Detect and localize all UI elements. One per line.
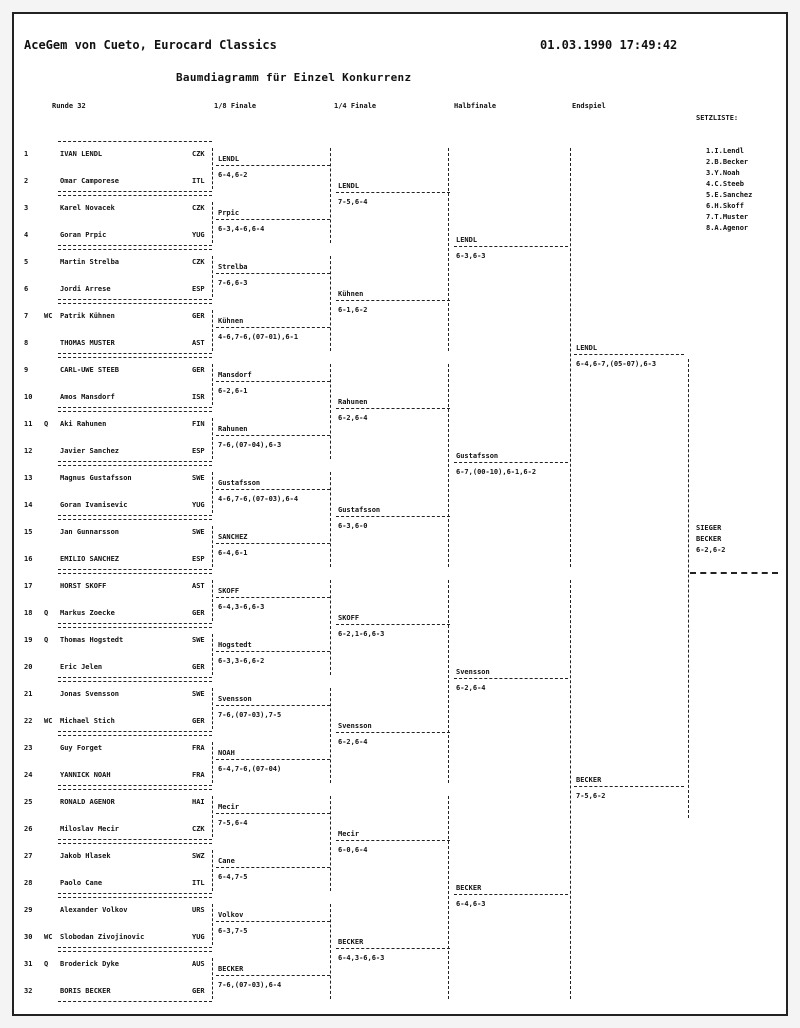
seed-entry: 6.H.Skoff [706,202,744,210]
player-name: Alexander Volkov [60,906,128,914]
player-nation: URS [192,906,205,914]
winner-line [336,408,450,409]
match-score: 6-4,6-1 [218,548,248,557]
match-winner: BECKER [456,883,482,892]
winner-line [454,894,568,895]
player-name: Jakob Hlasek [60,852,111,860]
player-name: Amos Mansdorf [60,393,115,401]
player-nation: ESP [192,555,205,563]
match-line [58,195,212,196]
player-number: 16 [24,555,33,563]
bracket-connector [212,202,213,243]
match-score: 6-4,7-6,(07-04) [218,764,282,773]
match-winner: Rahunen [218,424,248,433]
player-nation: GER [192,366,205,374]
player-nation: ESP [192,285,205,293]
match-score: 6-2,6-4 [338,737,368,746]
seed-entry: 4.C.Steeb [706,180,744,188]
match-line [58,245,212,246]
player-nation: SWE [192,690,205,698]
winner-line [216,543,330,544]
bracket-connector [570,148,571,567]
player-number: 21 [24,690,33,698]
bracket-connector [212,418,213,459]
match-line [58,627,212,628]
seed-entry: 8.A.Agenor [706,224,749,232]
bracket-connector [570,580,571,999]
match-score: 6-4,3-6,6-3 [218,602,265,611]
player-nation: AST [192,339,205,347]
seed-list [706,146,752,234]
player-name: YANNICK NOAH [60,771,111,779]
player-name: Martin Strelba [60,258,120,266]
bracket-connector [448,148,449,351]
player-nation: SWE [192,636,205,644]
seed-entry: 3.Y.Noah [706,169,740,177]
champion-name: BECKER [696,535,722,543]
match-winner: SKOFF [338,613,360,622]
winner-line [216,705,330,706]
bracket-connector [212,742,213,783]
match-line [58,465,212,466]
player-nation: SWE [192,474,205,482]
match-line [58,951,212,952]
match-score: 6-0,6-4 [338,845,368,854]
bracket-connector [212,904,213,945]
player-name: HORST SKOFF [60,582,107,590]
match-winner: Svensson [456,667,490,676]
player-nation: YUG [192,501,205,509]
match-score: 6-4,6-2 [218,170,248,179]
player-tag: WC [44,717,53,725]
player-name: Jordi Arrese [60,285,111,293]
page-title: Baumdiagramm für Einzel Konkurrenz [176,71,412,84]
bracket-connector [212,796,213,837]
winner-line [336,624,450,625]
match-score: 6-2,6-4 [456,683,486,692]
match-line [58,353,212,354]
bracket-connector [448,796,449,999]
match-line [58,519,212,520]
player-name: Michael Stich [60,717,115,725]
player-name: Magnus Gustafsson [60,474,132,482]
seed-entry: 7.T.Muster [706,213,749,221]
player-nation: ITL [192,177,205,185]
player-name: BORIS BECKER [60,987,111,995]
bracket-connector [212,850,213,891]
round-label-r16: 1/8 Finale [214,102,257,110]
player-number: 5 [24,258,29,266]
match-winner: Volkov [218,910,244,919]
match-line [58,191,212,192]
player-number: 32 [24,987,33,995]
bracket-connector [212,526,213,567]
player-nation: GER [192,312,205,320]
match-winner: Svensson [218,694,252,703]
player-name: Goran Prpic [60,231,107,239]
player-number: 18 [24,609,33,617]
round-label-sf: Halbfinale [454,102,497,110]
winner-line [336,948,450,949]
bracket-connector [448,364,449,567]
match-winner: BECKER [576,775,602,784]
bracket-connector [212,310,213,351]
round-label-qf: 1/4 Finale [334,102,377,110]
player-number: 22 [24,717,33,725]
bracket-connector [212,148,213,189]
player-nation: GER [192,663,205,671]
match-line [58,1001,212,1002]
player-name: Aki Rahunen [60,420,107,428]
match-winner: LENDL [338,181,360,190]
winner-line [216,651,330,652]
player-number: 3 [24,204,29,212]
match-score: 6-3,6-0 [338,521,368,530]
match-line [58,789,212,790]
player-number: 17 [24,582,33,590]
match-line [58,461,212,462]
match-line [58,569,212,570]
winner-line [216,489,330,490]
winner-line [336,516,450,517]
player-number: 30 [24,933,33,941]
winner-line [216,759,330,760]
player-number: 13 [24,474,33,482]
player-name: Guy Forget [60,744,103,752]
player-name: Miloslav Mecir [60,825,120,833]
match-winner: Kühnen [338,289,364,298]
player-number: 7 [24,312,29,320]
player-nation: GER [192,609,205,617]
bracket-connector [448,580,449,783]
match-score: 6-3,4-6,6-4 [218,224,265,233]
bracket-sheet [12,12,788,1016]
player-nation: FIN [192,420,205,428]
match-score: 4-6,7-6,(07-03),6-4 [218,494,299,503]
match-winner: Gustafsson [338,505,381,514]
player-number: 24 [24,771,33,779]
match-score: 6-3,7-5 [218,926,248,935]
match-score: 7-6,(07-04),6-3 [218,440,282,449]
final-connector [688,359,689,818]
match-score: 7-5,6-4 [338,197,368,206]
player-number: 8 [24,339,29,347]
player-number: 9 [24,366,29,374]
player-name: Slobodan Zivojinovic [60,933,145,941]
bracket-connector [330,688,331,783]
match-winner: Strelba [218,262,248,271]
player-nation: FRA [192,744,205,752]
winner-line [454,462,568,463]
print-timestamp: 01.03.1990 17:49:42 [540,38,678,52]
player-name: Paolo Cane [60,879,103,887]
player-number: 15 [24,528,33,536]
player-number: 10 [24,393,33,401]
match-line [58,785,212,786]
round-label-r32: Runde 32 [52,102,86,110]
match-line [58,249,212,250]
player-tag: WC [44,933,53,941]
match-winner: Cane [218,856,235,865]
player-name: Omar Camporese [60,177,120,185]
match-winner: BECKER [218,964,244,973]
match-score: 6-3,3-6,6-2 [218,656,265,665]
player-tag: Q [44,636,49,644]
match-winner: Kühnen [218,316,244,325]
player-nation: ITL [192,879,205,887]
player-name: Javier Sanchez [60,447,120,455]
match-score: 6-4,6-7,(05-07),6-3 [576,359,657,368]
player-nation: GER [192,987,205,995]
player-name: Goran Ivanisevic [60,501,128,509]
winner-line [216,219,330,220]
winner-line [574,354,684,355]
winner-line [454,678,568,679]
player-name: EMILIO SANCHEZ [60,555,120,563]
seed-list-title: SETZLISTE: [696,114,739,122]
match-score: 6-2,1-6,6-3 [338,629,385,638]
winner-line [216,975,330,976]
match-winner: LENDL [218,154,240,163]
player-nation: ISR [192,393,205,401]
match-line [58,623,212,624]
player-nation: HAI [192,798,205,806]
match-line [58,735,212,736]
match-winner: Mecir [218,802,240,811]
match-score: 6-1,6-2 [338,305,368,314]
bracket-connector [330,364,331,459]
match-score: 7-6,(07-03),6-4 [218,980,282,989]
match-line [58,677,212,678]
winner-line [216,867,330,868]
player-tag: Q [44,609,49,617]
bracket-connector [330,148,331,243]
match-line [58,407,212,408]
winner-line [216,327,330,328]
player-name: Eric Jelen [60,663,103,671]
player-name: Markus Zoecke [60,609,115,617]
match-score: 7-5,6-4 [218,818,248,827]
champion-score: 6-2,6-2 [696,546,726,554]
match-score: 6-4,7-5 [218,872,248,881]
player-number: 2 [24,177,29,185]
match-winner: SKOFF [218,586,240,595]
winner-line [216,273,330,274]
match-score: 7-6,6-3 [218,278,248,287]
event-name: AceGem von Cueto, Eurocard Classics [24,38,277,52]
player-number: 6 [24,285,29,293]
bracket-connector [212,364,213,405]
match-winner: Hogstedt [218,640,252,649]
winner-line [336,192,450,193]
winner-line [336,300,450,301]
player-nation: CZK [192,258,205,266]
player-nation: YUG [192,933,205,941]
player-number: 1 [24,150,29,158]
match-line [58,897,212,898]
match-winner: Gustafsson [218,478,261,487]
bracket-connector [330,904,331,999]
match-score: 6-4,3-6,6-3 [338,953,385,962]
champion-label: SIEGER [696,524,722,532]
winner-line [216,165,330,166]
bracket-connector [212,958,213,999]
seed-entry: 5.E.Sanchez [706,191,753,199]
winner-line [216,921,330,922]
round-label-final: Endspiel [572,102,606,110]
player-nation: AST [192,582,205,590]
bracket-connector [212,580,213,621]
match-line [58,141,212,142]
winner-line [336,840,450,841]
player-number: 20 [24,663,33,671]
player-nation: AUS [192,960,205,968]
bracket-connector [330,472,331,567]
match-line [58,411,212,412]
player-nation: GER [192,717,205,725]
player-number: 12 [24,447,33,455]
player-name: Thomas Hogstedt [60,636,124,644]
match-winner: Gustafsson [456,451,499,460]
player-number: 4 [24,231,29,239]
match-line [58,515,212,516]
bracket-connector [330,796,331,891]
match-score: 7-5,6-2 [576,791,606,800]
player-nation: FRA [192,771,205,779]
match-line [58,303,212,304]
match-line [58,843,212,844]
player-number: 29 [24,906,33,914]
player-number: 31 [24,960,33,968]
player-name: Broderick Dyke [60,960,120,968]
match-score: 7-6,(07-03),7-5 [218,710,282,719]
seed-entry: 1.I.Lendl [706,147,744,155]
player-name: RONALD AGENOR [60,798,115,806]
player-number: 28 [24,879,33,887]
player-tag: WC [44,312,53,320]
player-name: THOMAS MUSTER [60,339,115,347]
player-nation: SWZ [192,852,205,860]
player-nation: CZK [192,150,205,158]
bracket-connector [212,256,213,297]
player-nation: CZK [192,825,205,833]
winner-line [216,597,330,598]
match-winner: LENDL [456,235,478,244]
player-name: Patrik Kühnen [60,312,115,320]
match-score: 6-4,6-3 [456,899,486,908]
match-score: 6-3,6-3 [456,251,486,260]
player-name: Karel Novacek [60,204,115,212]
match-line [58,299,212,300]
bracket-connector [330,256,331,351]
match-line [58,731,212,732]
match-score: 6-2,6-1 [218,386,248,395]
player-nation: YUG [192,231,205,239]
player-nation: SWE [192,528,205,536]
match-line [58,947,212,948]
match-line [58,357,212,358]
winner-line [216,813,330,814]
player-number: 27 [24,852,33,860]
match-winner: SANCHEZ [218,532,248,541]
match-line [58,573,212,574]
player-nation: ESP [192,447,205,455]
player-name: Jan Gunnarsson [60,528,120,536]
champion-line [690,572,778,574]
winner-line [574,786,684,787]
match-score: 4-6,7-6,(07-01),6-1 [218,332,299,341]
bracket-connector [212,688,213,729]
match-winner: Svensson [338,721,372,730]
winner-line [336,732,450,733]
player-number: 19 [24,636,33,644]
match-line [58,893,212,894]
match-winner: Prpic [218,208,240,217]
match-winner: BECKER [338,937,364,946]
match-score: 6-7,(00-10),6-1,6-2 [456,467,537,476]
match-winner: Rahunen [338,397,368,406]
match-winner: Mansdorf [218,370,252,379]
player-name: CARL-UWE STEEB [60,366,120,374]
bracket-connector [330,580,331,675]
match-line [58,681,212,682]
player-number: 26 [24,825,33,833]
seed-entry: 2.B.Becker [706,158,749,166]
match-winner: Mecir [338,829,360,838]
player-number: 11 [24,420,33,428]
match-line [58,839,212,840]
player-name: Jonas Svensson [60,690,120,698]
bracket-connector [212,634,213,675]
winner-line [454,246,568,247]
player-number: 14 [24,501,33,509]
match-winner: LENDL [576,343,598,352]
player-number: 25 [24,798,33,806]
winner-line [216,381,330,382]
match-score: 6-2,6-4 [338,413,368,422]
match-winner: NOAH [218,748,235,757]
player-name: IVAN LENDL [60,150,103,158]
bracket-connector [212,472,213,513]
player-tag: Q [44,420,49,428]
player-nation: CZK [192,204,205,212]
player-number: 23 [24,744,33,752]
player-tag: Q [44,960,49,968]
winner-line [216,435,330,436]
